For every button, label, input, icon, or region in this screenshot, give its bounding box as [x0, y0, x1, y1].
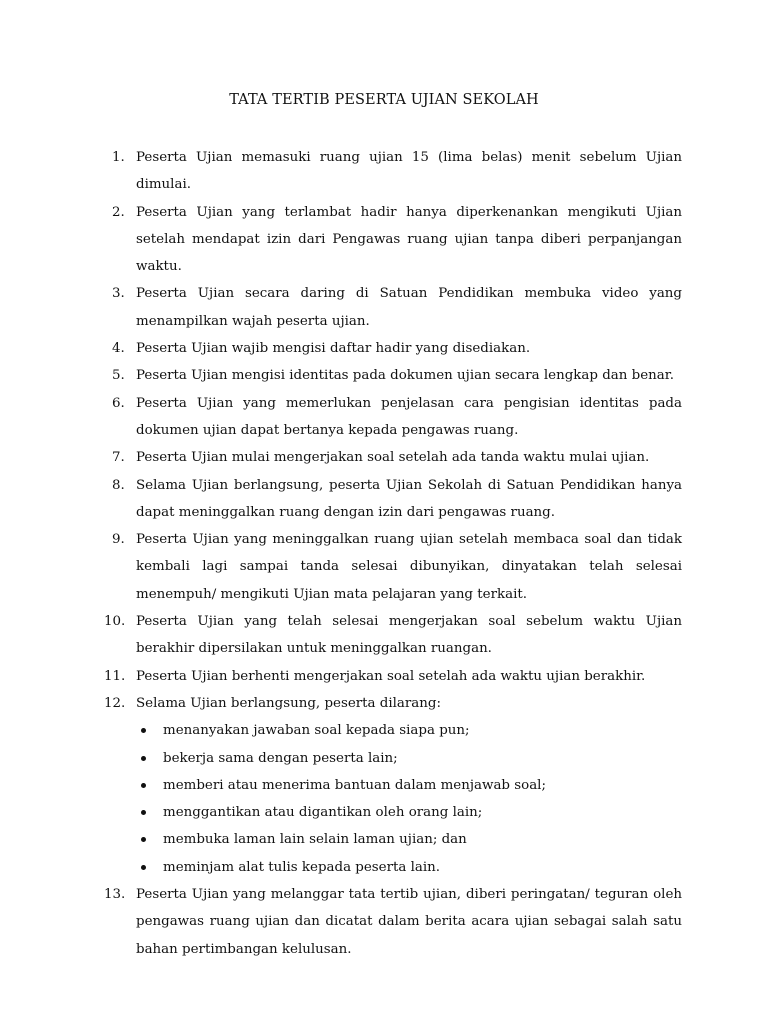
rule-number: 2.: [112, 204, 125, 220]
rule-number: 13.: [104, 887, 126, 903]
prohibition-text: bekerja sama dengan peserta lain;: [163, 750, 398, 766]
document-title: TATA TERTIB PESERTA UJIAN SEKOLAH: [229, 92, 539, 108]
prohibition-text: menanyakan jawaban soal kepada siapa pun;: [163, 723, 470, 739]
prohibition-text: memberi atau menerima bantuan dalam menjawab soal;: [163, 777, 546, 793]
rule-item-4: [102, 335, 682, 362]
rule-item-11: [102, 663, 682, 690]
rule-item-12: [102, 690, 682, 881]
rule-item-3: [102, 280, 682, 335]
prohibition-text: menggantikan atau digantikan oleh orang lain;: [163, 805, 483, 821]
rule-text: Selama Ujian berlangsung, peserta Ujian Sekolah di Satuan Pendidikan hanya dapat meninggalkan ruang dengan izin dari pengawas ruang.: [136, 477, 682, 520]
rule-text: Peserta Ujian mengisi identitas pada dokumen ujian secara lengkap dan benar.: [136, 368, 674, 384]
rule-text: Peserta Ujian yang meninggalkan ruang ujian setelah membaca soal dan tidak kembali lagi sampai tanda selesai dibunyikan, dinyatakan telah selesai menempuh/ mengikuti Ujian mata pelajaran yang terkait.: [136, 532, 682, 602]
rule-item-6: [102, 390, 682, 445]
rule-number: 5.: [112, 368, 125, 384]
rule-text: Peserta Ujian yang melanggar tata tertib ujian, diberi peringatan/ teguran oleh pengawas ruang ujian dan dicatat dalam berita acara ujian sebagai salah satu bahan pertimbangan kelulusan.: [136, 887, 682, 957]
rule-number: 10.: [104, 614, 126, 630]
prohibition-item: [136, 826, 682, 853]
rule-text: Peserta Ujian yang telah selesai mengerjakan soal sebelum waktu Ujian berakhir dipersilakan untuk meninggalkan ruangan.: [136, 614, 682, 657]
rule-number: 6.: [112, 395, 125, 411]
bullet-icon: [141, 783, 146, 788]
bullet-icon: [141, 810, 146, 815]
bullet-icon: [141, 756, 146, 761]
bullet-icon: [141, 728, 146, 733]
bullet-icon: [141, 865, 146, 870]
rule-text: Peserta Ujian yang terlambat hadir hanya diperkenankan mengikuti Ujian setelah mendapat izin dari Pengawas ruang ujian tanpa diberi perpanjangan waktu.: [136, 204, 682, 275]
rule-item-8: [102, 472, 682, 527]
rule-text: Peserta Ujian memasuki ruang ujian 15 (lima belas) menit sebelum Ujian dimulai.: [136, 150, 682, 193]
rule-item-1: [102, 144, 682, 199]
rule-text: Peserta Ujian wajib mengisi daftar hadir yang disediakan.: [136, 341, 531, 357]
rule-text: Peserta Ujian mulai mengerjakan soal setelah ada tanda waktu mulai ujian.: [136, 450, 650, 466]
rule-text: Peserta Ujian berhenti mengerjakan soal setelah ada waktu ujian berakhir.: [136, 668, 646, 684]
rule-item-10: [102, 608, 682, 663]
bullet-icon: [141, 837, 146, 842]
prohibition-item: [136, 772, 682, 799]
prohibition-item: [136, 799, 682, 826]
rule-number: 4.: [112, 341, 125, 357]
rule-item-2: [102, 199, 682, 281]
prohibition-text: meminjam alat tulis kepada peserta lain.: [163, 859, 441, 875]
rule-item-5: [102, 362, 682, 389]
prohibition-item: [136, 854, 682, 881]
rule-number: 11.: [104, 668, 126, 684]
rule-item-9: [102, 526, 682, 608]
rule-text: Selama Ujian berlangsung, peserta dilarang:: [136, 695, 441, 711]
rule-text: Peserta Ujian secara daring di Satuan Pendidikan membuka video yang menampilkan wajah peserta ujian.: [136, 286, 682, 329]
rule-text: Peserta Ujian yang memerlukan penjelasan cara pengisian identitas pada dokumen ujian dapat bertanya kepada pengawas ruang.: [136, 395, 682, 438]
rule-item-13: [102, 881, 682, 963]
rules-list: [102, 144, 682, 963]
rule-number: 1.: [112, 150, 125, 165]
rule-number: 3.: [112, 286, 125, 302]
rule-number: 12.: [104, 695, 126, 711]
prohibition-text: membuka laman lain selain laman ujian; dan: [163, 832, 467, 848]
prohibition-list: [136, 717, 682, 881]
rule-number: 8.: [112, 477, 125, 493]
rule-number: 7.: [112, 450, 125, 466]
rule-number: 9.: [112, 532, 125, 548]
prohibition-item: [136, 745, 682, 772]
rule-item-7: [102, 444, 682, 471]
prohibition-item: [136, 717, 682, 744]
